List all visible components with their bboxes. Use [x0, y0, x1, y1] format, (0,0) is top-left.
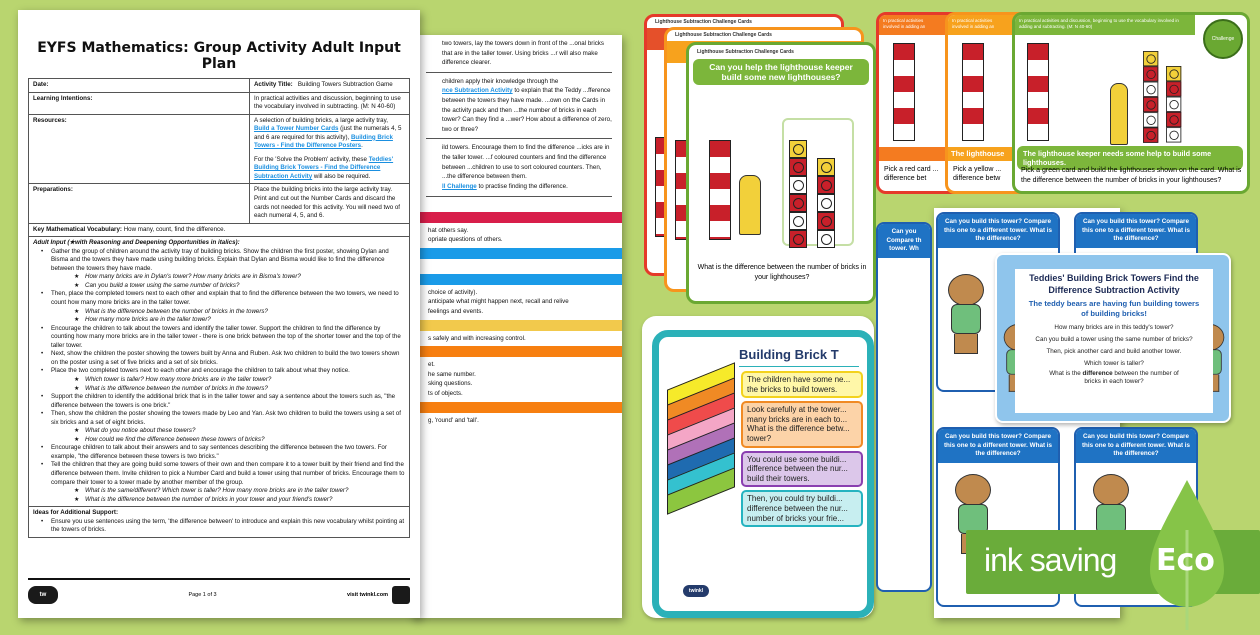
outcome-line: et. — [428, 361, 435, 369]
adult-input-plan-page — [18, 10, 420, 618]
step-text: Gather the group of children around the activity tray of building bricks. Show the children the first poster, showing Dylan and Bisma and the towers they have made using building bricks. Explain that Dylan and Bisma would like to find the difference between the towers they have made. — [51, 247, 389, 272]
adult-input-step — [33, 325, 405, 351]
lighthouse-icon — [962, 43, 984, 141]
card-banner: The lighthouse keeper needs some help to build some lighthouses. — [1017, 146, 1243, 170]
back-section-3 — [426, 139, 612, 196]
poster-text-boxes — [741, 371, 863, 530]
brick-tower-4 — [1166, 66, 1181, 143]
teddy-bear-icon — [946, 274, 986, 364]
ink-saving-label: ink saving — [984, 542, 1117, 578]
bear-card-header: Can you build this tower? Compare this one to a different tower. What is the difference? — [1076, 214, 1196, 248]
resources-text: (just the numerals 4, 5 and 6 are required for this activity), — [253, 125, 402, 141]
brick — [1166, 97, 1181, 112]
bear-card — [876, 222, 932, 592]
card-objective: In practical activities involved in adding an — [883, 18, 926, 29]
page-number: Page 1 of 3 — [188, 592, 217, 598]
step-text: Place the two completed towers next to each other and encourage the children to talk about what they notice. — [51, 367, 350, 375]
outcome-line: ts of objects. — [428, 390, 463, 398]
brick — [789, 176, 807, 194]
subtraction-activity-link[interactable]: Teddies' Building Brick Towers - Find the Difference Subtraction Activity — [253, 155, 394, 180]
eyfs-outcomes — [426, 212, 612, 426]
teddies-activity-card — [995, 253, 1231, 423]
brick — [1166, 81, 1181, 96]
vocab-text: How many, count, find the difference. — [123, 225, 226, 233]
lighthouse-icon — [709, 140, 731, 240]
eyfs-area-band — [412, 274, 622, 285]
outcome-line: g, 'round' and 'tall'. — [428, 416, 479, 424]
bear-card-header: Can you build this tower? Compare this one to a different tower. What is the difference? — [938, 429, 1058, 463]
reasoning-question: ★ How could we find the difference between these towers of bricks? — [51, 436, 405, 445]
resources-text: will also be required. — [313, 172, 371, 180]
outcome-line: choice of activity). — [428, 288, 478, 296]
reasoning-question: ★ What is the difference between the number of bricks in your tower and your friend's tower? — [51, 496, 405, 505]
adult-input-label: Adult Input (★with Reasoning and Deepening Opportunities in italics): — [33, 239, 240, 247]
bear-card-header: Can you build this tower? Compare this one to a different tower. What is the difference? — [1076, 429, 1196, 463]
plan-table — [28, 78, 410, 538]
posters-link[interactable]: Building Brick Towers - Find the Difference Posters — [253, 133, 393, 150]
outcome-line: s safely and with increasing control. — [428, 334, 526, 342]
reasoning-question: ★ What is the difference between the number of bricks in the towers? — [51, 385, 405, 394]
teddies-content — [1015, 269, 1213, 413]
step-text: Then, show the children the poster showing the towers made by Leo and Yan. Ask two children to build the towers using a set of six bricks and a set of eight bricks. — [51, 410, 401, 426]
support-label: Ideas for Additional Support: — [33, 509, 119, 517]
adult-input-step — [33, 350, 405, 367]
poster-text-box: Then, you could try buildi... difference between the nur... number of bricks your frie... — [741, 490, 863, 527]
eco-label: Eco — [1156, 543, 1215, 578]
card-text: Pick a yellow ... difference betw — [953, 166, 1002, 183]
step-text: Support the children to identify the additional brick that is in the taller tower and say a sentence about the towers such as, "the difference between the towers is one brick." — [51, 393, 396, 409]
card-text: Pick a red card ... difference bet — [884, 166, 939, 183]
lighthouse-icon — [1027, 43, 1049, 141]
outcome-line: he same number. — [428, 370, 476, 378]
poster-text-box: You could use some buildi... difference between the nur... build their towers. — [741, 451, 863, 488]
back-section-1: two towers, lay the towers down in front of the ...onal bricks that are in the taller tower. Using bricks ...r will also make difference clearer. — [426, 35, 612, 73]
brick — [817, 158, 835, 176]
card-footer-question: What is the difference between the number of bricks in your lighthouses? — [697, 264, 867, 281]
spacer — [426, 262, 612, 271]
challenge-link[interactable]: ll Challenge — [442, 182, 477, 190]
resources: A selection of building bricks, a large activity tray, Build a Tower Number Cards (just the numerals 4, 5 and 6 are required for this activity), Building Brick Towers - Find the Difference Posters. For the 'Solve the Problem' activity, these Teddies' Building Brick Towers - Find the Difference Subtraction Activity will also be required. — [249, 114, 409, 184]
vocab-label: Key Mathematical Vocabulary: — [33, 225, 122, 233]
brick — [817, 194, 835, 212]
vocabulary — [29, 223, 410, 237]
teddies-question: Which tower is taller? — [1084, 359, 1144, 367]
card-objective: In practical activities and discussion, beginning to use the vocabulary involved in adding and subtracting. (M: N 40-60) — [1015, 15, 1195, 35]
reasoning-question: ★ How many more bricks are in the taller tower? — [51, 316, 405, 325]
back-section-2 — [426, 73, 612, 140]
brick-tower-5 — [817, 158, 835, 248]
poster-text-box: Look carefully at the tower... many bricks are in each to... What is the difference betw... tower? — [741, 401, 863, 447]
adult-input-step — [33, 367, 405, 393]
step-text: Encourage the children to talk about the towers and identify the taller tower. Support the children to find the difference by counting how many more bricks are in the taller tower - there is one brick between the top of the shorter tower and the top of the taller tower. — [51, 324, 401, 349]
adult-input-step — [33, 444, 405, 461]
adult-input-step — [33, 290, 405, 324]
activity-title-label: Activity Title: — [253, 81, 293, 88]
card-objective: In practical activities involved in adding an — [952, 18, 995, 29]
card-header: Lighthouse Subtraction Challenge Cards — [675, 32, 772, 38]
resources-label: Resources: — [29, 114, 250, 184]
challenge-card-green — [1012, 12, 1250, 194]
brick — [789, 140, 807, 158]
outcome-line: feelings and events. — [428, 307, 484, 315]
card-question: Can you help the lighthouse keeper build some new lighthouses? — [693, 59, 869, 85]
activity-link[interactable]: nce Subtraction Activity — [442, 87, 513, 95]
date-label: Date: — [29, 79, 250, 93]
brick — [1143, 66, 1158, 81]
activity-title-cell — [249, 79, 409, 93]
brick — [817, 176, 835, 194]
eyfs-area-band — [412, 248, 622, 259]
eyfs-area-band — [412, 346, 622, 357]
eyfs-area-band — [412, 212, 622, 223]
quality-badge-icon — [392, 586, 410, 604]
adult-input-list — [33, 248, 405, 504]
brick-tower-5 — [1143, 51, 1158, 143]
back-text: to explain that the Teddy ...fference between the towers they have made. ...own on the Cards in the activity pack and then ...the number of bricks in each tower? Can they find a ...wer? How about a difference of zero, two or three? — [442, 87, 612, 133]
brick — [789, 212, 807, 230]
poster-text-box: The children have some ne... the bricks to build towers. — [741, 371, 863, 398]
step-text: Encourage children to talk about their answers and to say sentences describing the difference between the two towers. For example, "the difference between these towers is two bricks." — [51, 444, 387, 460]
brick — [817, 212, 835, 230]
brick — [817, 230, 835, 248]
twinkl-foundation-logo: tw — [28, 586, 58, 604]
card-header: Lighthouse Subtraction Challenge Cards — [697, 49, 794, 55]
outcome-line: anticipate what might happen next, recall and relive — [428, 298, 569, 306]
eyfs-area-band — [412, 320, 622, 331]
brick — [1143, 82, 1158, 97]
reasoning-question: ★ Which tower is taller? How many more bricks are in the taller tower? — [51, 376, 405, 385]
card-text: Pick a green card and build the lighthouses shown on the card. What is the difference between the number of bricks in your lighthouses? — [1021, 167, 1242, 184]
preparations: Place the building bricks into the large activity tray. Print and cut out the Number Cards and discard the cards not needed for this activity. You will need two of each numeral 4, 5, and 6. — [249, 184, 409, 223]
teddies-subtitle: The teddy bears are having fun building towers of building bricks! — [1028, 299, 1200, 319]
lighthouse-card-green — [686, 42, 876, 304]
resources-text: For the 'Solve the Problem' activity, these — [253, 155, 367, 163]
back-text: to practise finding the difference. — [478, 182, 568, 190]
teddies-title: Teddies' Building Brick Towers Find the Difference Subtraction Activity — [1029, 273, 1199, 295]
back-text: ild towers. Encourage them to find the difference ...icks are in the taller tower. ...f coloured counters and find the difference between ...children to use to sort coloured counters. Then, ...the difference between them. — [442, 144, 610, 181]
preparations-label: Preparations: — [29, 184, 250, 223]
lighthouse-keeper-icon — [1110, 83, 1128, 145]
twinkl-logo: twinkl — [683, 585, 709, 597]
document-page-2 — [412, 35, 622, 618]
eco-leaf-icon — [1148, 480, 1226, 630]
building-brick-poster — [652, 330, 874, 618]
page-title: EYFS Mathematics: Group Activity Adult Input Plan — [37, 40, 401, 72]
step-text: Then, place the completed towers next to each other and explain that to find the difference between the two towers, we need to count how many more bricks are in the taller tower. — [51, 290, 399, 307]
reasoning-question: ★ What is the same/different? Which tower is taller? How many more bricks are in the taller tower? — [51, 487, 405, 496]
eyfs-area-band — [412, 402, 622, 413]
adult-input-step — [33, 248, 405, 291]
card-header: Lighthouse Subtraction Challenge Cards — [655, 19, 752, 25]
outcome-line: sking questions. — [428, 380, 473, 388]
back-text: children apply their knowledge through the — [442, 77, 559, 85]
teddies-question: How many bricks are in this teddy's tower? — [1054, 324, 1174, 332]
reasoning-question: ★ How many bricks are in Dylan's tower? How many bricks are in Bisma's tower? — [51, 273, 405, 282]
bear-card-header: Can you build this tower? Compare this one to a different tower. What is the difference? — [938, 214, 1058, 248]
brick — [1143, 97, 1158, 112]
teddies-question: What is the difference between the number of bricks in each tower? — [1049, 369, 1179, 386]
additional-support — [29, 507, 410, 538]
brick — [1143, 112, 1158, 127]
brick — [1166, 112, 1181, 127]
learning-intentions: In practical activities and discussion, beginning to use the vocabulary involved in subtracting. (M: N 40-60) — [249, 92, 409, 114]
brick — [789, 230, 807, 248]
card-banner: The lighthouse — [951, 149, 1005, 158]
lighthouse-icon — [893, 43, 915, 141]
reasoning-question: ★ What do you notice about these towers? — [51, 427, 405, 436]
reasoning-question: ★ Can you build a tower using the same number of bricks? — [51, 282, 405, 291]
brick — [789, 158, 807, 176]
poster-title: Building Brick T — [739, 347, 839, 362]
brick — [1143, 128, 1158, 143]
number-cards-link[interactable]: Build a Tower Number Cards — [253, 125, 339, 133]
page-footer — [28, 578, 410, 604]
resources-text: A selection of building bricks, a large activity tray, — [253, 116, 388, 124]
step-text: Next, show the children the poster showing the towers built by Anna and Ruben. Ask two children to build the two towers shown on the poster using a set of five bricks and a set of six bricks. — [51, 350, 400, 366]
brick-tower-6 — [789, 140, 807, 248]
brick-stack-illustration — [667, 381, 735, 501]
adult-input-step — [33, 461, 405, 504]
support-item: • Ensure you use sentences using the term, 'the difference between' to introduce and explain this new vocabulary whilst pointing at the towers of bricks. — [33, 518, 405, 535]
challenge-badge-icon: Challenge — [1203, 19, 1243, 59]
outcome-line: opriate questions of others. — [428, 236, 503, 244]
outcome-line: hat others say. — [428, 226, 469, 234]
brick — [789, 194, 807, 212]
brick — [1143, 51, 1158, 66]
adult-input-step — [33, 393, 405, 410]
visit-link[interactable]: visit twinkl.com — [347, 592, 388, 598]
teddies-question: Can you build a tower using the same number of bricks? — [1035, 336, 1193, 344]
bear-card-header: Can you Compare th tower. Wh — [878, 224, 930, 258]
support-list — [33, 518, 405, 535]
step-text: Tell the children that they are going build some towers of their own and then compare it to a tower built by their friend and find the difference between them. Invite children to pick a Number Card and build a tower using that number of bricks. Encourage them to compare their tower to a tower made by another member of the group. — [51, 461, 405, 486]
adult-input-step — [33, 410, 405, 444]
lighthouse-keeper-icon — [739, 175, 761, 235]
adult-input — [29, 237, 410, 507]
activity-title: Building Towers Subtraction Game — [297, 81, 393, 88]
brick — [1166, 127, 1181, 142]
reasoning-question: ★ What is the difference between the number of bricks in the towers? — [51, 308, 405, 317]
title-divider — [739, 366, 859, 367]
teddies-question: Then, pick another card and build another tower. — [1046, 348, 1182, 355]
learning-label: Learning Intentions: — [29, 92, 250, 114]
brick — [1166, 66, 1181, 81]
